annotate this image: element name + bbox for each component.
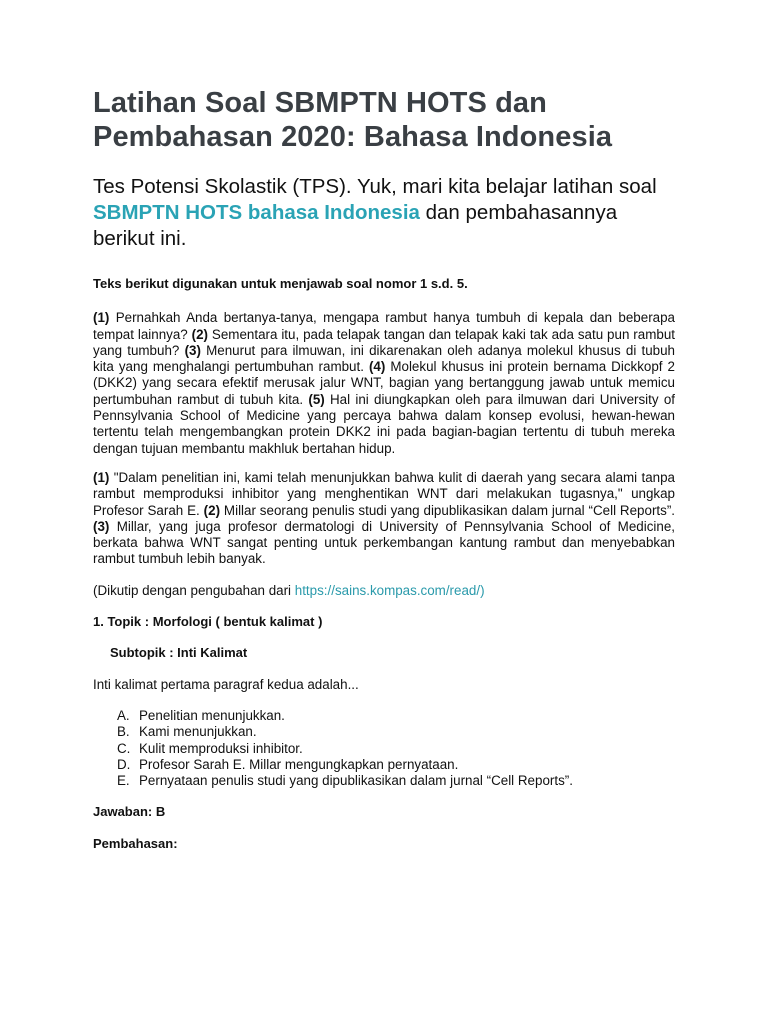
discussion-heading: Pembahasan:: [93, 835, 178, 851]
intro-text: [93, 174, 675, 252]
option-letter: A.: [117, 707, 130, 723]
sentence-text: Millar, yang juga profesor dermatologi di University of Pennsylvania School of Medicine, berkata bahwa WNT sangat penting untuk perkembangan kantung rambut dan menyebabkan rambut tumbuh lebih banyak.: [93, 518, 675, 567]
option-text: Pernyataan penulis studi yang dipublikasikan dalam jurnal “Cell Reports”.: [139, 773, 573, 789]
paragraph-2: [93, 470, 675, 568]
page-title: [93, 86, 675, 154]
paragraph-1: [93, 310, 675, 457]
option-text: Penelitian menunjukkan.: [139, 707, 285, 723]
sentence-number: (3): [93, 518, 110, 534]
sentence-number: (4): [368, 359, 386, 375]
source-prefix: (Dikutip dengan pengubahan dari: [93, 582, 295, 598]
option-letter: B.: [117, 724, 130, 740]
sentence-text: Pernahkah Anda bertanya-tanya, mengapa rambut hanya tumbuh di kepala dan beberapa tempat lainnya?: [93, 310, 675, 342]
option-text: Profesor Sarah E. Millar mengungkapkan pernyataan.: [139, 756, 459, 772]
sentence-text: Menurut para ilmuwan, ini dikarenakan oleh adanya molekul khusus di tubuh kita yang menghalangi pertumbuhan rambut.: [93, 342, 675, 375]
answer-text: Jawaban: B: [93, 804, 166, 820]
option-item: [117, 724, 675, 740]
question-text: Inti kalimat pertama paragraf kedua adalah...: [93, 676, 359, 692]
subtopic-heading: Subtopik : Inti Kalimat: [110, 645, 248, 661]
option-item: [117, 708, 675, 724]
option-text: Kami menunjukkan.: [139, 724, 257, 740]
intro-after: dan pembahasannya berikut ini.: [93, 201, 618, 250]
sentence-number: (1): [93, 310, 110, 326]
reading-instruction: Teks berikut digunakan untuk menjawab soal nomor 1 s.d. 5.: [93, 276, 468, 291]
sentence-number: (5): [308, 391, 325, 407]
sentence-number: (2): [191, 326, 209, 342]
intro-before: Tes Potensi Skolastik (TPS). Yuk, mari kita belajar latihan soal: [93, 175, 657, 198]
option-letter: E.: [117, 773, 130, 789]
title-line-1: Latihan Soal SBMPTN HOTS dan: [93, 87, 547, 119]
title-line-2: Pembahasan 2020: Bahasa Indonesia: [93, 121, 613, 153]
option-letter: C.: [117, 740, 131, 756]
intro-highlight-link[interactable]: SBMPTN HOTS bahasa Indonesia: [93, 201, 420, 224]
sentence-text: Millar seorang penulis studi yang dipublikasikan dalam jurnal “Cell Reports”.: [220, 502, 675, 518]
sentence-text: Sementara itu, pada telapak tangan dan telapak kaki tak ada satu pun rambut yang tumbuh?: [93, 326, 675, 358]
sentence-number: (1): [93, 469, 110, 485]
option-item: [117, 757, 675, 773]
option-item: [117, 741, 675, 757]
sentence-text: "Dalam penelitian ini, kami telah menunjukkan bahwa kulit di daerah yang secara alami tanpa rambut memproduksi inhibitor yang menghentikan WNT dari melakukan tugasnya," ungkap Profesor Sarah E.: [93, 469, 675, 518]
option-letter: D.: [117, 756, 131, 772]
source-citation: [93, 583, 675, 599]
option-item: [117, 773, 675, 789]
sentence-number: (2): [203, 502, 221, 518]
option-text: Kulit memproduksi inhibitor.: [139, 740, 303, 756]
topic-heading: 1. Topik : Morfologi ( bentuk kalimat ): [93, 614, 323, 630]
sentence-text: Hal ini diungkapkan oleh para ilmuwan dari University of Pennsylvania School of Medicine yang percaya bahwa dalam konsep evolusi, hewan-hewan tertentu telah mengembangkan protein DKK2 ini pada bagian-bagian tertentu di tubuh mereka dengan tujuan membantu makhluk bertahan hidup.: [93, 391, 675, 456]
sentence-text: Molekul khusus ini protein bernama Dickkopf 2 (DKK2) yang secara efektif merusak jalur WNT, bagian yang bertanggung jawab untuk memicu pertumbuhan rambut di tubuh kita.: [93, 359, 675, 407]
source-link[interactable]: https://sains.kompas.com/read/): [294, 582, 485, 598]
sentence-number: (3): [184, 342, 201, 358]
answer-options: [93, 708, 675, 789]
